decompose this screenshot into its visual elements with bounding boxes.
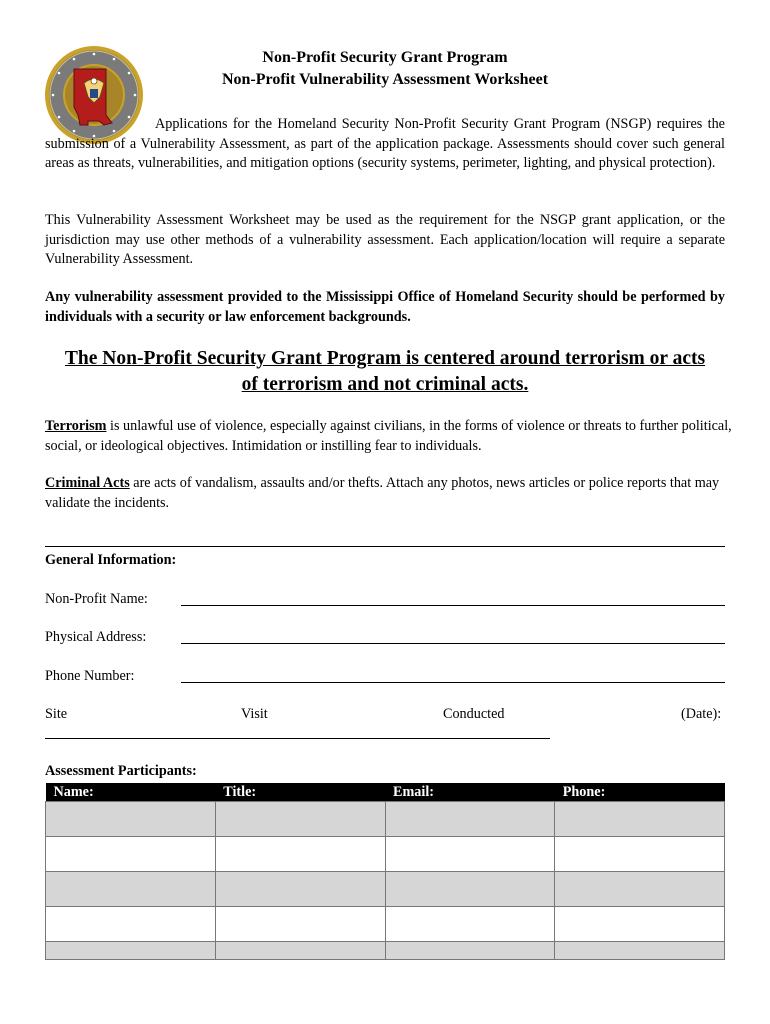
participant-email-cell[interactable]: [385, 872, 555, 907]
site-visit-word-site: Site: [45, 706, 68, 722]
participant-email-cell[interactable]: [385, 907, 555, 942]
security-background-notice: Any vulnerability assessment provided to the Mississippi Office of Homeland Security should be performed by individuals with a security or law enforcement backgrounds.: [45, 289, 725, 325]
participant-email-cell[interactable]: [385, 837, 555, 872]
terrorism-focus-heading-line-1: The Non-Profit Security Grant Program is centered around terrorism or acts: [64, 348, 706, 369]
participant-name-cell[interactable]: [46, 837, 216, 872]
physical-address-label: Physical Address:: [45, 629, 147, 645]
table-row: [46, 802, 725, 837]
general-information-heading: General Information:: [45, 552, 177, 568]
participant-name-cell[interactable]: [46, 942, 216, 960]
site-visit-date-field[interactable]: [45, 738, 550, 739]
column-header-title: Title:: [215, 783, 385, 802]
nonprofit-name-field[interactable]: [181, 605, 725, 606]
participants-table: [45, 783, 725, 960]
participant-email-cell[interactable]: [385, 802, 555, 837]
criminal-acts-term: Criminal Acts: [45, 475, 130, 491]
intro-paragraph-2: This Vulnerability Assessment Worksheet may be used as the requirement for the NSGP grant application, or the jurisdiction may use other methods of a vulnerability assessment. Each application/location will require a separate Vulnerability Assessment.: [45, 212, 725, 267]
assessment-participants-heading: Assessment Participants:: [45, 763, 197, 779]
column-header-email: Email:: [385, 783, 555, 802]
terrorism-definition: [45, 417, 735, 456]
terrorism-definition-text: is unlawful use of violence, especially against civilians, in the forms of violence or threats to further political, social, or ideological objectives. Intimidation or instilling fear to individuals.: [45, 418, 732, 454]
participant-phone-cell[interactable]: [555, 872, 725, 907]
phone-number-field[interactable]: [181, 682, 725, 683]
site-visit-word-visit: Visit: [241, 706, 268, 722]
terrorism-focus-heading-line-2: of terrorism and not criminal acts.: [241, 374, 529, 395]
participant-title-cell[interactable]: [215, 907, 385, 942]
participant-name-cell[interactable]: [46, 907, 216, 942]
criminal-acts-definition: [45, 474, 735, 513]
participants-table-header: [46, 783, 725, 802]
table-row: [46, 942, 725, 960]
document-title: Non-Profit Security Grant Program: [262, 49, 508, 66]
criminal-acts-definition-text: are acts of vandalism, assaults and/or thefts. Attach any photos, news articles or police reports that may validate the incidents.: [45, 475, 720, 511]
participant-title-cell[interactable]: [215, 942, 385, 960]
intro-paragraph-1: Applications for the Homeland Security Non-Profit Security Grant Program (NSGP) requires the submission of a Vulnerability Assessment, as part of the application package. Assessments should cover such general areas as threats, vulnerabilities, and mitigation options (security systems, perimeter, lighting, and physical protection).: [45, 116, 725, 171]
column-header-phone: Phone:: [555, 783, 725, 802]
participant-phone-cell[interactable]: [555, 837, 725, 872]
nonprofit-name-label: Non-Profit Name:: [45, 591, 148, 607]
section-divider: [45, 546, 725, 547]
participant-title-cell[interactable]: [215, 837, 385, 872]
table-row: [46, 837, 725, 872]
participant-title-cell[interactable]: [215, 872, 385, 907]
site-visit-word-conducted: Conducted: [443, 706, 505, 722]
table-row: [46, 872, 725, 907]
phone-number-label: Phone Number:: [45, 668, 135, 684]
document-subtitle: Non-Profit Vulnerability Assessment Worksheet: [221, 71, 549, 88]
participant-phone-cell[interactable]: [555, 942, 725, 960]
participant-email-cell[interactable]: [385, 942, 555, 960]
participant-phone-cell[interactable]: [555, 802, 725, 837]
terrorism-term: Terrorism: [45, 418, 107, 434]
column-header-name: Name:: [46, 783, 216, 802]
table-row: [46, 907, 725, 942]
participant-name-cell[interactable]: [46, 872, 216, 907]
site-visit-date-label: (Date):: [681, 706, 722, 722]
participant-title-cell[interactable]: [215, 802, 385, 837]
participant-phone-cell[interactable]: [555, 907, 725, 942]
participant-name-cell[interactable]: [46, 802, 216, 837]
physical-address-field[interactable]: [181, 643, 725, 644]
